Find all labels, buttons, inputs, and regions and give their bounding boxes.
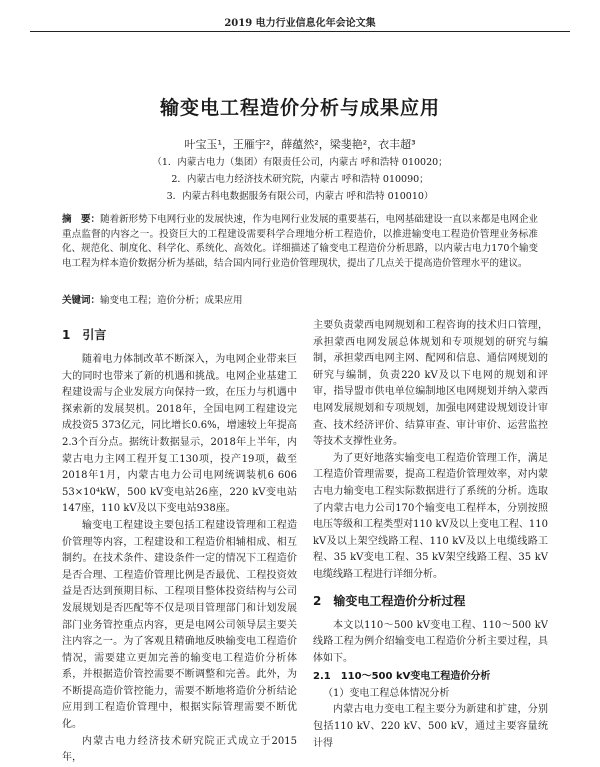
header-divider — [30, 31, 570, 32]
affiliation-1: （1．内蒙古电力（集团）有限责任公司，内蒙古 呼和浩特 010020； — [152, 157, 448, 168]
paragraph: 本文以110～500 kV变电工程、110～500 kV线路工程为例介绍输变电工程造价分析主要过程，具体如下。 — [313, 619, 548, 664]
paragraph: 输变电工程建设主要包括工程建设管理和工程造价管理等内容，工程建设和工程造价相辅相成、相互制约。在技术条件、建设条件一定的情况下工程造价是否合理、工程造价管理比例是否最优、工程投资效益是否达到预期目标、工程项目整体投资结构与公司发展规划是否匹配等不仅是项目管理部门和计划发展部门业务管控重点内容，更是电网公司领导层主要关注内容之一。为了客观且精确地反映输变电工程造价情况，需要建立更加完善的输变电工程造价分析体系，并根据造价管控需要不断调整和完善。此外，为不断提高造价管控能力，需要不断地将造价分析结论应用到工程造价管理中，根据实际管理需要不断优化。 — [62, 519, 297, 731]
section-1-heading: 1 引言 — [62, 328, 107, 342]
author-list: 叶宝玉¹，王雁宇²，薛蕴然²，梁斐艳²，衣丰超³ — [184, 138, 416, 151]
subsection-2-1-heading: 2.1 110～500 kV变电工程造价分析 — [313, 671, 491, 683]
keywords-label: 关键词： — [62, 295, 101, 306]
right-column — [313, 318, 548, 752]
affiliation-3: 3．内蒙古科电数据服务有限公司，内蒙古 呼和浩特 010010） — [166, 191, 434, 202]
paragraph: 为了更好地落实输变电工程造价管理工作，满足工程造价管理需要，提高工程造价管理效率，对内蒙古电力输变电工程实际数据进行了系统的分析。选取了内蒙古电力公司170个输变电工程样本，分别按照电压等级和工程类型对110 kV及以上变电工程、110 kV及以上架空线路工程、110 kV及以上电缆线路工程、35 kV变电工程、35 kV架空线路工程、35 kV电缆线路工程进行详细分析。 — [313, 452, 548, 580]
section-2-heading: 2 输变电工程造价分析过程 — [313, 593, 466, 608]
paragraph: 内蒙古电力变电工程主要分为新建和扩建，分别包括110 kV、220 kV、500 kV，通过主要容量统计得 — [313, 704, 548, 749]
affiliation-2: 2．内蒙古电力经济技术研究院，内蒙古 呼和浩特 010090； — [171, 174, 429, 185]
paragraph: 主要负责蒙西电网规划和工程咨询的技术归口管理，承担蒙西电网发展总体规划和专项规划的研究与编制，承担蒙西电网主网、配网和信息、通信网规划的研究与编制，负责220 kV及以下电网的规划和评审，指导盟市供电单位编制地区电网规划并纳入蒙西电网发展规划和专项规划，加强电网建设规划设计审查、技术经济评价、结算审查、审计审价、运营监控等技术支撑性业务。 — [313, 320, 548, 448]
running-header: 2019 电力行业信息化年会论文集 — [224, 18, 376, 29]
keywords — [62, 292, 538, 306]
keywords-text: 输变电工程；造价分析；成果应用 — [100, 295, 243, 306]
paper-title: 输变电工程造价分析与成果应用 — [159, 97, 440, 119]
abstract — [62, 213, 538, 271]
abstract-text: 随着新形势下电网行业的发展快速，作为电网行业发展的重要基石，电网基础建设一直以来都是电网企业重点监督的内容之一。投资巨大的工程建设需要科学合理地分析工程造价，以推进输变电工程造价管理业务标准化、规范化、制度化、科学化、系统化、高效化。详细描述了输变电工程造价分析思路，以内蒙古电力170个输变电工程为样本造价数据分析为基础，结合国内同行业造价管理现状，提出了几点关于提高造价管理水平的建议。 — [62, 214, 538, 269]
abstract-label: 摘 要： — [62, 214, 101, 225]
subsubsection-heading: （1）变电工程总体情况分析 — [323, 687, 450, 699]
paragraph: 随着电力体制改革不断深入，为电网企业带来巨大的同时也带来了新的机遇和挑战。电网企业基建工程建设需与企业发展方向保持一致，在压力与机遇中探索新的发展契机。2018年，全国电网工程建设完成投资5 373亿元，同比增长0.6%，增速较上年提高2.3个百分点。据统计数据显示，2018年上半年，内蒙古电力主网工程开复工130项，投产19项，截至2018年1月，内蒙古电力公司电网统调装机6 606 53×10⁴kW，500 kV变电站26座，220 kV变电站147座，110 kV及以下变电站938座。 — [62, 354, 297, 515]
paragraph: 内蒙古电力经济技术研究院正式成立于2015年， — [62, 735, 297, 764]
affiliations — [0, 154, 600, 205]
left-column — [62, 318, 297, 767]
